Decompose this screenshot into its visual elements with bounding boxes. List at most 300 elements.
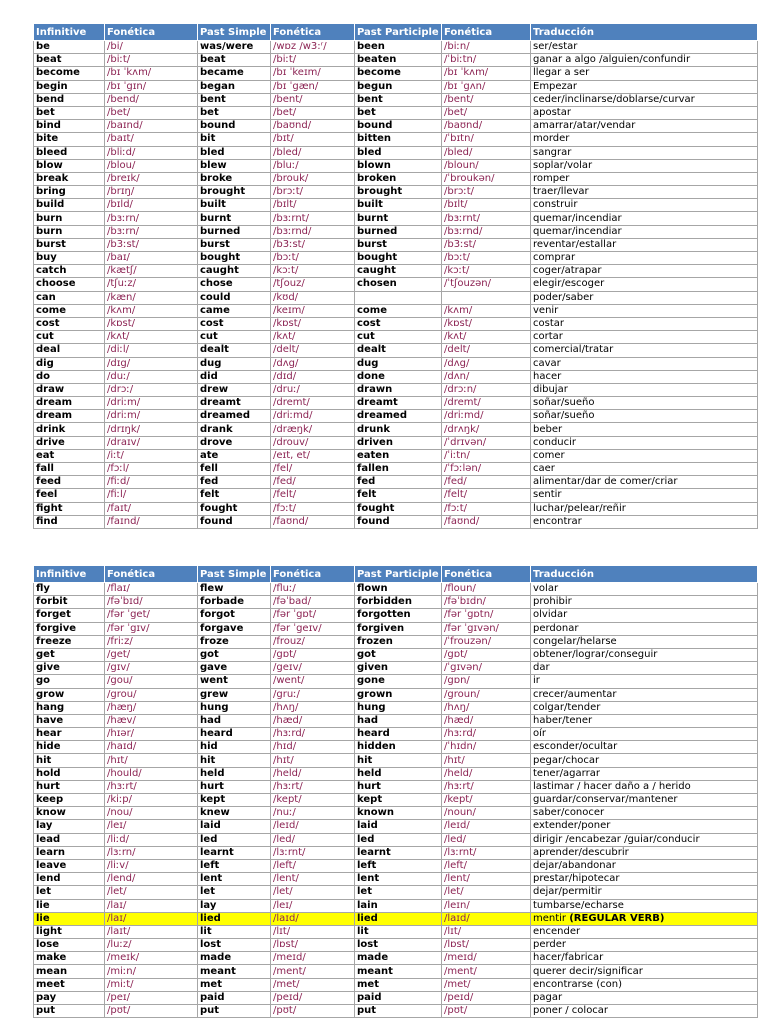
- translation-cell: sangrar: [531, 146, 758, 159]
- past-participle-cell: put: [355, 1005, 442, 1018]
- phonetic-past-participle-cell: /fər ˈgɒtn/: [442, 609, 531, 622]
- phonetic-past-participle-cell: /lɒst/: [442, 939, 531, 952]
- phonetic-past-simple-cell: /eɪt, et/: [271, 449, 355, 462]
- phonetic-infinitive-cell: /breɪk/: [105, 172, 198, 185]
- phonetic-past-simple-cell: /leɪd/: [271, 820, 355, 833]
- phonetic-infinitive-cell: /bliːd/: [105, 146, 198, 159]
- translation-cell: quemar/incendiar: [531, 212, 758, 225]
- phonetic-past-simple-cell: /hæd/: [271, 714, 355, 727]
- phonetic-past-participle-cell: /bɜːrnt/: [442, 212, 531, 225]
- phonetic-past-simple-cell: /kɔːt/: [271, 265, 355, 278]
- table-row: [34, 925, 758, 938]
- past-participle-cell: gone: [355, 675, 442, 688]
- table-row: [34, 120, 758, 133]
- past-simple-cell: burned: [198, 225, 271, 238]
- table-row: [34, 635, 758, 648]
- past-simple-cell: cost: [198, 317, 271, 330]
- header-infinitive: Infinitive: [34, 566, 105, 583]
- infinitive-cell: find: [34, 515, 105, 528]
- phonetic-past-participle-cell: /left/: [442, 859, 531, 872]
- past-participle-cell: bet: [355, 106, 442, 119]
- past-simple-cell: left: [198, 859, 271, 872]
- phonetic-past-simple-cell: /kept/: [271, 794, 355, 807]
- infinitive-cell: leave: [34, 859, 105, 872]
- table-row: [34, 583, 758, 596]
- translation-cell: soñar/sueño: [531, 410, 758, 423]
- past-participle-cell: driven: [355, 436, 442, 449]
- phonetic-infinitive-cell: /hɜːrt/: [105, 780, 198, 793]
- phonetic-past-simple-cell: /druː/: [271, 383, 355, 396]
- phonetic-past-participle-cell: /dremt/: [442, 397, 531, 410]
- phonetic-past-participle-cell: /fɔːt/: [442, 502, 531, 515]
- phonetic-infinitive-cell: /tʃuːz/: [105, 278, 198, 291]
- table-row: [34, 688, 758, 701]
- phonetic-infinitive-cell: /peɪ/: [105, 991, 198, 1004]
- table-row: [34, 133, 758, 146]
- past-participle-cell: hit: [355, 754, 442, 767]
- phonetic-past-participle-cell: /fər ˈgɪvən/: [442, 622, 531, 635]
- translation-cell: encender: [531, 925, 758, 938]
- infinitive-cell: learn: [34, 846, 105, 859]
- translation-cell: ser/estar: [531, 41, 758, 54]
- phonetic-past-simple-cell: /bɪt/: [271, 133, 355, 146]
- table-row: [34, 886, 758, 899]
- table-row: [34, 820, 758, 833]
- infinitive-cell: get: [34, 648, 105, 661]
- infinitive-cell: drink: [34, 423, 105, 436]
- phonetic-past-simple-cell: /driːmd/: [271, 410, 355, 423]
- past-participle-cell: left: [355, 859, 442, 872]
- table-row: [34, 728, 758, 741]
- past-simple-cell: burst: [198, 238, 271, 251]
- past-simple-cell: brought: [198, 186, 271, 199]
- phonetic-past-simple-cell: /bɪlt/: [271, 199, 355, 212]
- translation-cell: caer: [531, 463, 758, 476]
- phonetic-past-participle-cell: /bɪ ˈgʌn/: [442, 80, 531, 93]
- past-simple-cell: heard: [198, 728, 271, 741]
- infinitive-cell: let: [34, 886, 105, 899]
- table-row: [34, 754, 758, 767]
- table-row: [34, 80, 758, 93]
- translation-cell: coger/atrapar: [531, 265, 758, 278]
- past-simple-cell: let: [198, 886, 271, 899]
- phonetic-past-participle-cell: /bɪlt/: [442, 199, 531, 212]
- past-participle-cell: let: [355, 886, 442, 899]
- infinitive-cell: hang: [34, 701, 105, 714]
- phonetic-past-simple-cell: /nuː/: [271, 807, 355, 820]
- infinitive-cell: hold: [34, 767, 105, 780]
- infinitive-cell: deal: [34, 344, 105, 357]
- translation-cell: haber/tener: [531, 714, 758, 727]
- infinitive-cell: light: [34, 925, 105, 938]
- phonetic-past-participle-cell: /b3ːst/: [442, 238, 531, 251]
- past-participle-cell: made: [355, 952, 442, 965]
- phonetic-past-simple-cell: /met/: [271, 978, 355, 991]
- table-row: [34, 965, 758, 978]
- phonetic-past-simple-cell: /bluː/: [271, 159, 355, 172]
- past-simple-cell: cut: [198, 331, 271, 344]
- past-participle-cell: dreamt: [355, 397, 442, 410]
- phonetic-past-simple-cell: /left/: [271, 859, 355, 872]
- phonetic-infinitive-cell: /driːm/: [105, 410, 198, 423]
- table-header-row: [34, 24, 758, 41]
- past-simple-cell: bound: [198, 120, 271, 133]
- past-participle-cell: built: [355, 199, 442, 212]
- past-simple-cell: got: [198, 648, 271, 661]
- phonetic-past-participle-cell: /hɜːrd/: [442, 728, 531, 741]
- phonetic-infinitive-cell: /meɪk/: [105, 952, 198, 965]
- table-row: [34, 252, 758, 265]
- table-row: [34, 212, 758, 225]
- translation-cell: construir: [531, 199, 758, 212]
- phonetic-past-participle-cell: /held/: [442, 767, 531, 780]
- phonetic-past-participle-cell: /ˈiːtn/: [442, 449, 531, 462]
- infinitive-cell: go: [34, 675, 105, 688]
- past-participle-cell: held: [355, 767, 442, 780]
- infinitive-cell: bite: [34, 133, 105, 146]
- past-simple-cell: met: [198, 978, 271, 991]
- infinitive-cell: fight: [34, 502, 105, 515]
- past-simple-cell: drew: [198, 383, 271, 396]
- table-row: [34, 899, 758, 912]
- phonetic-past-simple-cell: /gɒt/: [271, 648, 355, 661]
- past-simple-cell: dealt: [198, 344, 271, 357]
- phonetic-past-simple-cell: /brɔːt/: [271, 186, 355, 199]
- table-row: [34, 344, 758, 357]
- infinitive-cell: lose: [34, 939, 105, 952]
- phonetic-infinitive-cell: /kætʃ/: [105, 265, 198, 278]
- past-participle-cell: cut: [355, 331, 442, 344]
- translation-cell: costar: [531, 317, 758, 330]
- translation-cell: oír: [531, 728, 758, 741]
- infinitive-cell: be: [34, 41, 105, 54]
- infinitive-cell: bet: [34, 106, 105, 119]
- infinitive-cell: know: [34, 807, 105, 820]
- translation-cell: extender/poner: [531, 820, 758, 833]
- phonetic-infinitive-cell: /haɪd/: [105, 741, 198, 754]
- header-past-participle: Past Participle: [355, 24, 442, 41]
- phonetic-past-participle-cell: /brɔːt/: [442, 186, 531, 199]
- past-simple-cell: hung: [198, 701, 271, 714]
- phonetic-past-participle-cell: /fed/: [442, 476, 531, 489]
- phonetic-past-simple-cell: /b3ːst/: [271, 238, 355, 251]
- past-participle-cell: [355, 291, 442, 304]
- phonetic-past-participle-cell: /bɔːt/: [442, 252, 531, 265]
- table-row: [34, 767, 758, 780]
- past-simple-cell: led: [198, 833, 271, 846]
- table-row: [34, 648, 758, 661]
- phonetic-infinitive-cell: /kiːp/: [105, 794, 198, 807]
- phonetic-past-participle-cell: /kɔːt/: [442, 265, 531, 278]
- phonetic-past-simple-cell: /let/: [271, 886, 355, 899]
- past-simple-cell: felt: [198, 489, 271, 502]
- past-participle-cell: dreamed: [355, 410, 442, 423]
- translation-cell: amarrar/atar/vendar: [531, 120, 758, 133]
- past-participle-cell: dug: [355, 357, 442, 370]
- phonetic-infinitive-cell: /faɪnd/: [105, 515, 198, 528]
- table-row: [34, 609, 758, 622]
- past-participle-cell: blown: [355, 159, 442, 172]
- phonetic-infinitive-cell: /liːd/: [105, 833, 198, 846]
- past-simple-cell: gave: [198, 662, 271, 675]
- past-participle-cell: flown: [355, 583, 442, 596]
- translation-cell: soplar/volar: [531, 159, 758, 172]
- past-simple-cell: built: [198, 199, 271, 212]
- infinitive-cell: burn: [34, 225, 105, 238]
- phonetic-infinitive-cell: /get/: [105, 648, 198, 661]
- past-simple-cell: meant: [198, 965, 271, 978]
- table-row: [34, 370, 758, 383]
- regular-verb-note: (REGULAR VERB): [569, 912, 665, 924]
- table-row: [34, 159, 758, 172]
- phonetic-past-simple-cell: /felt/: [271, 489, 355, 502]
- phonetic-past-simple-cell: /lɒst/: [271, 939, 355, 952]
- translation-cell: esconder/ocultar: [531, 741, 758, 754]
- translation-cell: perder: [531, 939, 758, 952]
- phonetic-past-simple-cell: /fər ˈgɒt/: [271, 609, 355, 622]
- table-row: [34, 476, 758, 489]
- phonetic-infinitive-cell: /laɪt/: [105, 925, 198, 938]
- past-simple-cell: ate: [198, 449, 271, 462]
- phonetic-past-participle-cell: /dʌg/: [442, 357, 531, 370]
- table-row: [34, 675, 758, 688]
- translation-cell: poder/saber: [531, 291, 758, 304]
- past-simple-cell: knew: [198, 807, 271, 820]
- phonetic-past-simple-cell: /ment/: [271, 965, 355, 978]
- phonetic-past-simple-cell: /bɜːrnt/: [271, 212, 355, 225]
- translation-cell: lastimar / hacer daño a / herido: [531, 780, 758, 793]
- translation-cell: llegar a ser: [531, 67, 758, 80]
- past-participle-cell: bled: [355, 146, 442, 159]
- table-row: [34, 238, 758, 251]
- translation-cell: obtener/lograr/conseguir: [531, 648, 758, 661]
- infinitive-cell: beat: [34, 54, 105, 67]
- phonetic-past-simple-cell: /kʊd/: [271, 291, 355, 304]
- table-row: [34, 939, 758, 952]
- table-row: [34, 423, 758, 436]
- past-simple-cell: froze: [198, 635, 271, 648]
- translation-cell: dejar/permitir: [531, 886, 758, 899]
- table-row: [34, 714, 758, 727]
- translation-cell: comercial/tratar: [531, 344, 758, 357]
- translation-cell: guardar/conservar/mantener: [531, 794, 758, 807]
- past-participle-cell: found: [355, 515, 442, 528]
- past-participle-cell: meant: [355, 965, 442, 978]
- phonetic-past-participle-cell: /peɪd/: [442, 991, 531, 1004]
- phonetic-past-participle-cell: /met/: [442, 978, 531, 991]
- phonetic-infinitive-cell: /kɒst/: [105, 317, 198, 330]
- phonetic-past-simple-cell: /gruː/: [271, 688, 355, 701]
- header-phonetic-past-simple: Fonética: [271, 566, 355, 583]
- table-row: [34, 489, 758, 502]
- phonetic-past-participle-cell: /drʌŋk/: [442, 423, 531, 436]
- phonetic-infinitive-cell: /laɪ/: [105, 912, 198, 925]
- table-row: [34, 1005, 758, 1018]
- phonetic-infinitive-cell: /fər ˈgɪv/: [105, 622, 198, 635]
- past-simple-cell: dug: [198, 357, 271, 370]
- infinitive-cell: begin: [34, 80, 105, 93]
- table-row: [34, 357, 758, 370]
- past-simple-cell: fed: [198, 476, 271, 489]
- past-simple-cell: could: [198, 291, 271, 304]
- past-participle-cell: bought: [355, 252, 442, 265]
- infinitive-cell: come: [34, 304, 105, 317]
- translation-cell: saber/conocer: [531, 807, 758, 820]
- past-simple-cell: began: [198, 80, 271, 93]
- phonetic-past-participle-cell: /bɪ ˈkʌm/: [442, 67, 531, 80]
- phonetic-past-participle-cell: /ˈdrɪvən/: [442, 436, 531, 449]
- translation-cell: hacer/fabricar: [531, 952, 758, 965]
- past-participle-cell: bent: [355, 93, 442, 106]
- phonetic-past-simple-cell: /went/: [271, 675, 355, 688]
- table-row: [34, 502, 758, 515]
- translation-cell: luchar/pelear/reñir: [531, 502, 758, 515]
- translation-cell: venir: [531, 304, 758, 317]
- phonetic-past-simple-cell: /drouv/: [271, 436, 355, 449]
- infinitive-cell: build: [34, 199, 105, 212]
- past-simple-cell: bled: [198, 146, 271, 159]
- phonetic-past-simple-cell: /delt/: [271, 344, 355, 357]
- past-participle-cell: burnt: [355, 212, 442, 225]
- translation-cell: apostar: [531, 106, 758, 119]
- past-simple-cell: laid: [198, 820, 271, 833]
- phonetic-past-simple-cell: /frouz/: [271, 635, 355, 648]
- phonetic-infinitive-cell: /kʌm/: [105, 304, 198, 317]
- translation-cell: prohibir: [531, 596, 758, 609]
- phonetic-infinitive-cell: /biːt/: [105, 54, 198, 67]
- infinitive-cell: lie: [34, 899, 105, 912]
- translation-cell: traer/llevar: [531, 186, 758, 199]
- past-simple-cell: lost: [198, 939, 271, 952]
- past-participle-cell: lain: [355, 899, 442, 912]
- translation-text: mentir: [533, 912, 567, 924]
- past-simple-cell: hid: [198, 741, 271, 754]
- infinitive-cell: meet: [34, 978, 105, 991]
- header-past-simple: Past Simple: [198, 566, 271, 583]
- past-participle-cell: brought: [355, 186, 442, 199]
- past-simple-cell: bent: [198, 93, 271, 106]
- past-simple-cell: went: [198, 675, 271, 688]
- past-simple-cell: lit: [198, 925, 271, 938]
- table-header-row: [34, 566, 758, 583]
- past-simple-cell: drove: [198, 436, 271, 449]
- phonetic-past-simple-cell: /bent/: [271, 93, 355, 106]
- phonetic-past-simple-cell: /faʊnd/: [271, 515, 355, 528]
- phonetic-past-participle-cell: /faʊnd/: [442, 515, 531, 528]
- past-simple-cell: lay: [198, 899, 271, 912]
- past-participle-cell: forgiven: [355, 622, 442, 635]
- phonetic-past-simple-cell: /bet/: [271, 106, 355, 119]
- past-participle-cell: forgotten: [355, 609, 442, 622]
- past-simple-cell: dreamed: [198, 410, 271, 423]
- translation-cell: crecer/aumentar: [531, 688, 758, 701]
- past-simple-cell: found: [198, 515, 271, 528]
- infinitive-cell: burst: [34, 238, 105, 251]
- phonetic-infinitive-cell: /iːt/: [105, 449, 198, 462]
- translation-cell: dar: [531, 662, 758, 675]
- table-row: [34, 991, 758, 1004]
- table-row: [34, 317, 758, 330]
- header-phonetic-infinitive: Fonética: [105, 566, 198, 583]
- phonetic-past-simple-cell: /bɜːrnd/: [271, 225, 355, 238]
- phonetic-infinitive-cell: /bɜːrn/: [105, 212, 198, 225]
- past-simple-cell: blew: [198, 159, 271, 172]
- past-simple-cell: put: [198, 1005, 271, 1018]
- phonetic-past-participle-cell: /hɪt/: [442, 754, 531, 767]
- phonetic-infinitive-cell: /kæn/: [105, 291, 198, 304]
- table-row: [34, 515, 758, 528]
- past-participle-cell: eaten: [355, 449, 442, 462]
- infinitive-cell: drive: [34, 436, 105, 449]
- table-row: [34, 304, 758, 317]
- translation-cell: tener/agarrar: [531, 767, 758, 780]
- phonetic-infinitive-cell: /drɔː/: [105, 383, 198, 396]
- translation-cell: dirigir /encabezar /guiar/conducir: [531, 833, 758, 846]
- infinitive-cell: hurt: [34, 780, 105, 793]
- infinitive-cell: bleed: [34, 146, 105, 159]
- phonetic-infinitive-cell: /gou/: [105, 675, 198, 688]
- phonetic-past-simple-cell: /lɜːrnt/: [271, 846, 355, 859]
- infinitive-cell: forget: [34, 609, 105, 622]
- phonetic-infinitive-cell: /bɪld/: [105, 199, 198, 212]
- phonetic-past-simple-cell: /held/: [271, 767, 355, 780]
- table-row: [34, 67, 758, 80]
- translation-cell: encontrarse (con): [531, 978, 758, 991]
- infinitive-cell: keep: [34, 794, 105, 807]
- past-simple-cell: bought: [198, 252, 271, 265]
- table-row: [34, 410, 758, 423]
- phonetic-past-simple-cell: /hɪt/: [271, 754, 355, 767]
- translation-cell: comprar: [531, 252, 758, 265]
- table-row: [34, 331, 758, 344]
- table-row: [34, 199, 758, 212]
- table-row: [34, 952, 758, 965]
- phonetic-infinitive-cell: /fəˈbɪd/: [105, 596, 198, 609]
- infinitive-cell: give: [34, 662, 105, 675]
- translation-cell: [531, 912, 758, 925]
- phonetic-infinitive-cell: /baɪnd/: [105, 120, 198, 133]
- translation-cell: pagar: [531, 991, 758, 1004]
- past-simple-cell: broke: [198, 172, 271, 185]
- phonetic-past-participle-cell: /gɒn/: [442, 675, 531, 688]
- translation-cell: encontrar: [531, 515, 758, 528]
- table-row: [34, 383, 758, 396]
- phonetic-infinitive-cell: /kʌt/: [105, 331, 198, 344]
- translation-cell: morder: [531, 133, 758, 146]
- phonetic-past-simple-cell: /hɜːrd/: [271, 728, 355, 741]
- past-participle-cell: laid: [355, 820, 442, 833]
- past-simple-cell: learnt: [198, 846, 271, 859]
- phonetic-infinitive-cell: /leɪ/: [105, 820, 198, 833]
- header-infinitive: Infinitive: [34, 24, 105, 41]
- phonetic-past-participle-cell: /ˈhɪdn/: [442, 741, 531, 754]
- past-participle-cell: frozen: [355, 635, 442, 648]
- phonetic-infinitive-cell: /hould/: [105, 767, 198, 780]
- phonetic-past-simple-cell: /lɪt/: [271, 925, 355, 938]
- infinitive-cell: blow: [34, 159, 105, 172]
- translation-cell: aprender/descubrir: [531, 846, 758, 859]
- past-participle-cell: grown: [355, 688, 442, 701]
- past-participle-cell: cost: [355, 317, 442, 330]
- table-row: [34, 265, 758, 278]
- translation-cell: elegir/escoger: [531, 278, 758, 291]
- past-participle-cell: drawn: [355, 383, 442, 396]
- phonetic-past-participle-cell: /fəˈbɪdn/: [442, 596, 531, 609]
- phonetic-past-participle-cell: /pʊt/: [442, 1005, 531, 1018]
- translation-cell: romper: [531, 172, 758, 185]
- translation-cell: poner / colocar: [531, 1005, 758, 1018]
- phonetic-infinitive-cell: /laɪ/: [105, 899, 198, 912]
